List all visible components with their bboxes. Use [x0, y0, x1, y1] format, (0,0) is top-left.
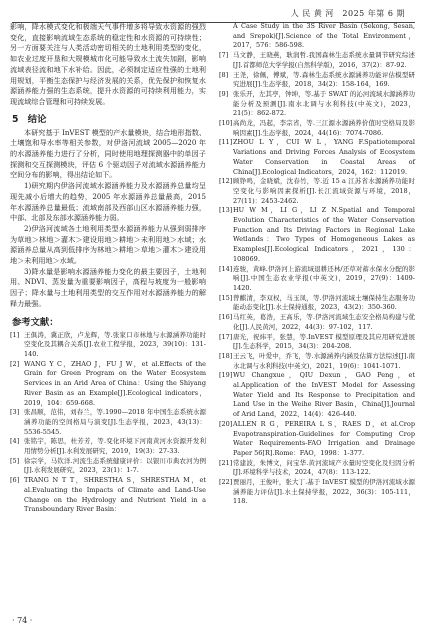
- reference-number: [17]: [219, 332, 233, 341]
- reference-text: 徐宗学，马钦洋.河流生态系统健康评价：以银川市典农河为例[J].水利发展研究，2023，23(1)：1-7.: [24, 456, 206, 475]
- reference-text: 王云飞，叶爱中，乔飞，等.水源涵养内涵及估算方法综述[J].南水北调与水利科技(中英文)，2021，19(6)：1041-1071.: [233, 351, 415, 370]
- reference-number: [6]: [10, 476, 20, 485]
- reference-number: [12]: [219, 177, 233, 186]
- reference-item: [219, 265, 415, 294]
- reference-text: 马红英，葛浩，王高乐，等.伊洛河流域生态安全格局构建与优化[J].人民黄河，2022，44(3)：97-102，117.: [233, 313, 415, 331]
- reference-item: [219, 371, 415, 420]
- reference-text: 连骏，黄峰.伊洛河上游流域退耕还林/还草对蓄水保水分配的影响[J].中国生态农业学报(中英文)，2019，27(9)：1409-1420.: [233, 264, 415, 292]
- reference-number: [3]: [10, 408, 20, 417]
- reference-number: [8]: [219, 70, 229, 79]
- reference-item: [219, 177, 415, 206]
- reference-item: [10, 331, 206, 360]
- reference-text: WANG Y C，ZHAO J，FU J W，et al.Effects of the Grain for Green Program on the Water Ecosystem Services in an Arid Area of China：Using the Shiyang River Basin as an Example[J].Ecological indicators，2019，104：659-668.: [24, 359, 206, 407]
- reference-number: [20]: [219, 419, 233, 428]
- references-title: 参考文献：: [12, 316, 59, 328]
- reference-number: [11]: [219, 138, 233, 147]
- reference-text: WU Changxue，QIU Dexun，GAO Peng，et al.Application of the InVEST Model for Assessing Water Yield and Its Response to Precipitation and Land Use in the Weihe River Basin，China[J].Journal of Arid Land，2022，14(4)：426-440.: [233, 371, 415, 419]
- reference-item: [219, 333, 415, 352]
- reference-text: 张乐开，左其亭，钟坤，等.基于 SWAT 的沁河流域水源涵养功能分析及预测[J].南水北调与水利科技(中英文)，2023，21(5)：862-872.: [233, 89, 415, 118]
- reference-item: [10, 476, 206, 515]
- reference-number: [16]: [219, 313, 233, 322]
- reference-text: A Case Study in the 3S River Basin (Sekong, Sesan, and Srepok)[J].Science of the Total Environment，2017，576：586-598.: [233, 22, 415, 50]
- reference-number: [13]: [219, 206, 233, 215]
- reference-item: [219, 119, 415, 138]
- reference-item: [10, 408, 206, 437]
- reference-item: [10, 360, 206, 409]
- reference-item: [10, 437, 206, 456]
- reference-item: [219, 138, 415, 177]
- reference-item: [219, 71, 415, 90]
- reference-item-continued: [219, 22, 415, 51]
- intro-paragraph: 影响，降水模式变化和极端天气事件增多将导致水资源的强烈变化，直接影响流域生态系统的稳定性和水资源的可持续性；另一方面要关注与人类活动密切相关的土地利用类型的变化，如农业过度开垦和大规模城市化可能导致水土流失加剧，影响流域表径流和地下水补给。因此，必须制定适应性强的土地利用规划，平衡生态保护与经济发展的关系，优先保护和恢复水源涵养能力强的生态系统，提升水资源的可持续利用能力，实现流域综合管理和可持续发展。: [10, 22, 206, 106]
- reference-text: 高尚龙，冯起，李宗省，等.三江源水源涵养价值时空格局及影响因素[J].生态学报，2024，44(16)：7074-7086.: [233, 119, 415, 137]
- conclusion-item-1: 1)研究期内伊洛河流域水源涵养能力及水源涵养总量均呈现先减小后增大的趋势，2005 年水源涵养总量最高，2015 年水源涵养总量最低；流域南部及西部山区水源涵养能力强，中部、北部及东部水源涵养能力弱。: [10, 181, 206, 223]
- reference-number: [21]: [219, 458, 233, 467]
- reference-number: [14]: [219, 264, 233, 273]
- reference-text: 马文静，王晓燕，耿润哲.我国森林生态系统水量调节研究综述[J].首都师范大学学报(自然科学版)，2016，37(2)：87-92.: [233, 51, 415, 69]
- conclusion-item-2: 2)伊洛河流域各土地利用类型水源涵养能力从强到弱排序为草地＞林地＞灌木＞建设用地＞耕地＞未利用地＞水域；水源涵养总量从高到低排序为林地＞耕地＞草地＞灌木＞建设用地＞未利用地＞水域。: [10, 223, 206, 266]
- reference-item: [219, 90, 415, 119]
- reference-item: [10, 457, 206, 476]
- reference-list-right: [219, 22, 415, 507]
- reference-text: 顾铮鸣，金晓斌，沈春竹，等.近 15 a 江苏省水源涵养功能时空变化与影响因素探析[J].长江流域资源与环境，2018，27(11)：2453-2462.: [233, 177, 415, 205]
- reference-number: [5]: [10, 456, 20, 465]
- reference-number: [4]: [10, 437, 20, 446]
- reference-item: [219, 459, 415, 478]
- reference-item: [219, 206, 415, 264]
- conclusion-paragraph: 本研究基于 InVEST 模型的产水量模块，结合地形指数、土壤饱和导水率等相关参数，对伊洛河流域 2005—2020 年的水源涵养能力进行了分析，同时使用地理探测器中的单因子探测和交互探测模块，评估 6 个驱动因子对流域水源涵养能力空间分布的影响，得出结论如下。: [10, 127, 206, 180]
- journal-title: 人 民 黄 河 2025 年第 6 期: [290, 9, 405, 18]
- reference-number: [1]: [10, 330, 20, 339]
- reference-number: [9]: [219, 89, 229, 98]
- reference-number: [2]: [10, 359, 20, 368]
- reference-text: 常建波，朱博文，问宝华.黄河流域产水量时空变化及归因分析[J].环境科学与技术，2024，47(8)：113-122.: [233, 458, 415, 477]
- reference-number: [18]: [219, 351, 233, 360]
- reference-text: 王俱涛，冀正欣，卢龙辉，等.张家口市林地与水源涵养功能时空变化及其耦合关系[J].农业工程学报，2023，39(10)：131-140.: [24, 330, 206, 358]
- reference-text: ALLEN R G，PEREIRA L S，RAES D，et al.Crop Evapotranspiration-Guidelines for Computing Crop Water Requirements-FAO Irrigation and Drainage Paper 56[R].Rome：FAO，1998：1-377.: [233, 419, 415, 457]
- section-title-conclusion: 5 结论: [12, 113, 47, 125]
- reference-text: 张昌顺，范伟，刘春兰，等.1990—2018 年中国生态系统水源涵养功能的空间格局与演变[J].生态学报，2023，43(13)：5536-5545.: [24, 408, 206, 436]
- reference-text: 贾丽月，王俊叶，张大丁.基于 InVEST 模型的伊洛河流域水源涵养能力评估[J].水土保持学报，2022，36(3)：105-111，118.: [233, 478, 415, 506]
- page-number: · 74 ·: [12, 616, 33, 625]
- reference-item: [219, 294, 415, 313]
- reference-text: 王尧，徐佩，傅斌，等.森林生态系统水源涵养功能评估模型研究进展[J].生态学报，2018，34(2)：158-164，169.: [233, 70, 415, 89]
- reference-number: [7]: [219, 51, 229, 60]
- reference-text: ZHOU L Y，CUI W L，YANG F.Spatiotemporal Variations and Driving Forces Analysis of Ecosystem Water Conservation in Coastal Areas of China[J].Ecological Indicators，2024，162：112019.: [233, 138, 415, 176]
- left-column: [10, 22, 206, 515]
- page-header: [0, 6, 427, 22]
- reference-text: 唐光，祝炜平，张慧，等.InVEST 模型原理及其应用研究进展[J].生态科学，2015，34(3)：204-208.: [233, 332, 415, 351]
- reference-item: [219, 478, 415, 507]
- conclusion-item-3: 3)降水量是影响水源涵养能力变化的最主要因子，土地利用、NDVI、蒸发量为重要影响因子，高程与坡度为一般影响因子；降水量与土地利用类型的交互作用对水源涵养能力的解释力最强。: [10, 266, 206, 308]
- reference-list-left: [10, 331, 206, 515]
- reference-item: [219, 313, 415, 332]
- right-column: [219, 22, 415, 507]
- reference-text: 曾麒清，李双权，马玉凤，等.伊洛河流域土壤保持生态服务功能动态变化[J].水土保持通报，2023，43(2)：350-360.: [233, 293, 415, 312]
- reference-text: 张铭宇，陈思，杜芳芳，等.变化环境下河南黄河水资源开发利用情势分析[J].水利发展研究，2019，19(3)：27-33.: [24, 437, 206, 456]
- reference-text: HU W M，LI G，LI Z N.Spatial and Temporal Evolution Characteristics of the Water Conservation Function and Its Driving Factors in Regional Lake Wetlands：Two Types of Homogeneous Lakes as Examples[J].Ecological Indicators，2021，130：108069.: [233, 206, 415, 263]
- reference-number: [10]: [219, 119, 233, 128]
- reference-number: [19]: [219, 371, 233, 380]
- reference-text: TRANG N T T，SHRESTHA S，SHRESTHA M，et al.Evaluating the Impacts of Climate and Land-Use Change on the Hydrology and Nutrient Yield in a Transboundary River Basin：: [24, 476, 206, 514]
- reference-item: [219, 420, 415, 459]
- reference-number: [22]: [219, 478, 233, 487]
- reference-number: [15]: [219, 293, 233, 302]
- reference-item: [219, 51, 415, 70]
- reference-item: [219, 352, 415, 371]
